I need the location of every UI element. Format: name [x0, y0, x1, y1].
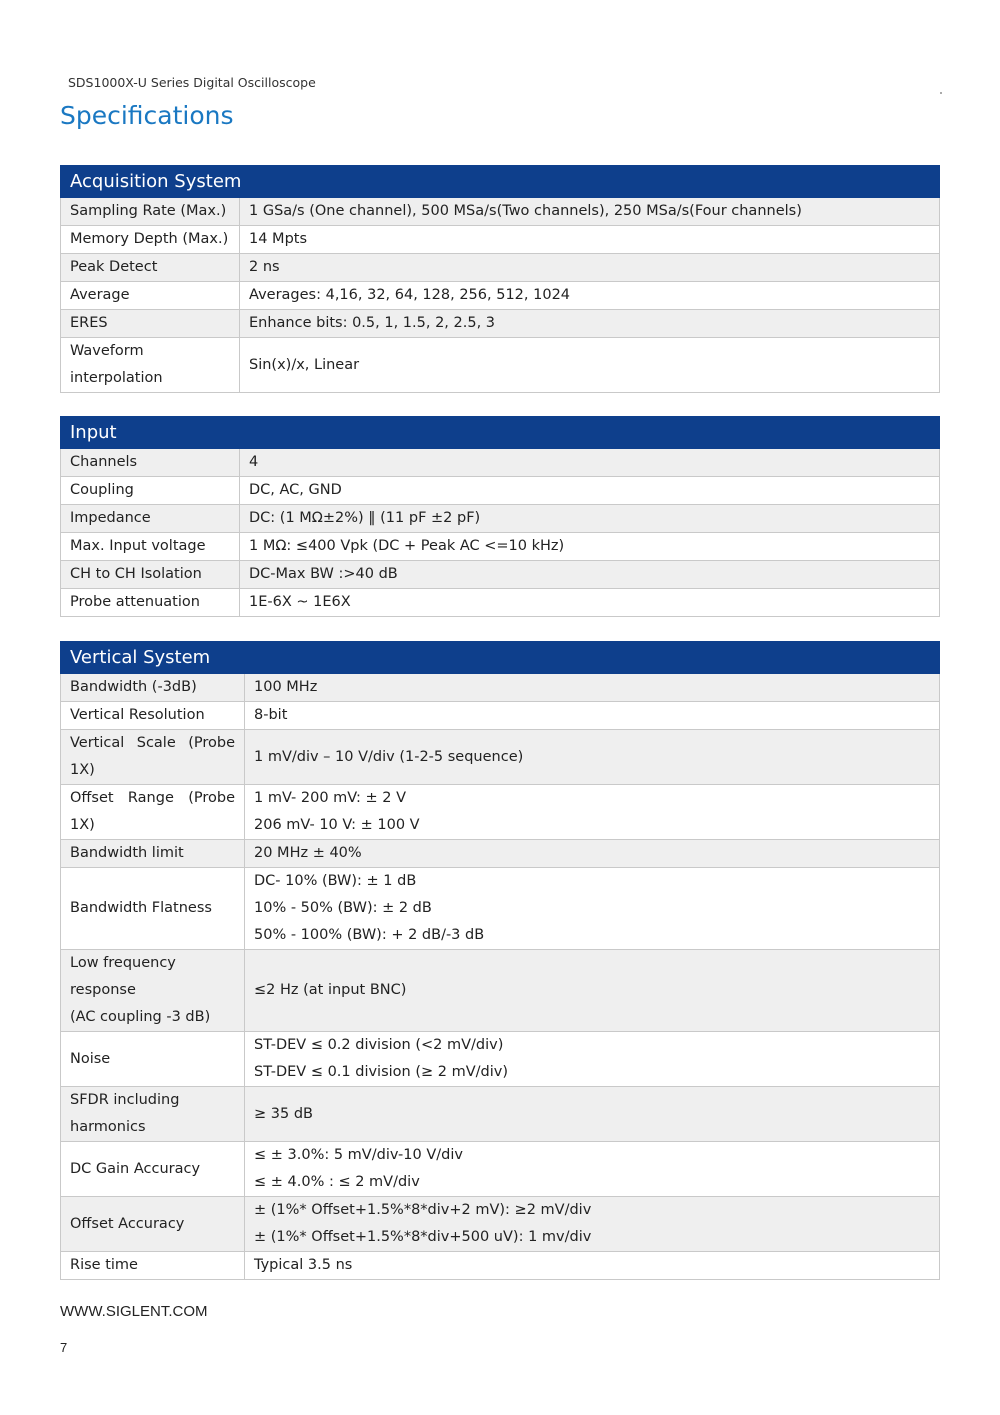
spec-label-line: CH to CH Isolation — [70, 566, 202, 582]
section-header: Input — [61, 417, 940, 449]
document-header: SDS1000X-U Series Digital Oscilloscope — [68, 75, 316, 90]
spec-row — [61, 338, 940, 393]
spec-value — [240, 505, 940, 533]
spec-label-line: DC Gain Accuracy — [70, 1160, 201, 1177]
spec-label — [61, 868, 245, 950]
spec-value-line: ST-DEV ≤ 0.1 division (≥ 2 mV/div) — [254, 1064, 508, 1080]
spec-label-line: Vertical Resolution — [70, 707, 205, 723]
spec-label — [61, 840, 245, 868]
spec-label-line: Memory Depth (Max.) — [70, 231, 229, 247]
spec-value-line: 1 MΩ: ≤400 Vpk (DC + Peak AC <=10 kHz) — [249, 538, 565, 554]
spec-label-line: Bandwidth Flatness — [70, 900, 212, 916]
spec-row — [61, 561, 940, 589]
spec-value-line: 1E-6X ~ 1E6X — [249, 594, 351, 610]
spec-table — [60, 416, 940, 617]
spec-label-line: Average — [70, 287, 130, 303]
spec-row — [61, 1252, 940, 1280]
spec-value — [240, 338, 940, 393]
spec-value — [240, 561, 940, 589]
acquisition-system-section — [60, 165, 940, 393]
spec-label-line: Coupling — [70, 482, 134, 498]
spec-row — [61, 702, 940, 730]
spec-value — [240, 589, 940, 617]
spec-row — [61, 1197, 940, 1252]
spec-label — [61, 477, 240, 505]
spec-row — [61, 868, 940, 950]
spec-value — [245, 1142, 940, 1197]
spec-row — [61, 198, 940, 226]
spec-value-line: 20 MHz ± 40% — [254, 845, 362, 861]
spec-label-line: SFDR including — [70, 1092, 180, 1108]
spec-value — [240, 533, 940, 561]
spec-value-line: 50% - 100% (BW): + 2 dB/-3 dB — [254, 927, 485, 943]
spec-row — [61, 1142, 940, 1197]
spec-value-line: 1 mV/div – 10 V/div (1-2-5 sequence) — [254, 748, 524, 765]
spec-label — [61, 730, 245, 785]
spec-label — [61, 589, 240, 617]
footer-website: WWW.SIGLENT.COM — [60, 1303, 208, 1320]
spec-value — [245, 1252, 940, 1280]
spec-value — [245, 730, 940, 785]
spec-label — [61, 785, 245, 840]
spec-value — [245, 868, 940, 950]
spec-row — [61, 254, 940, 282]
spec-value-line: 100 MHz — [254, 679, 318, 695]
spec-row — [61, 674, 940, 702]
spec-label — [61, 1197, 245, 1252]
spec-label — [61, 561, 240, 589]
spec-label-line: Max. Input voltage — [70, 538, 206, 554]
spec-label — [61, 282, 240, 310]
spec-value-line: 14 Mpts — [249, 231, 308, 247]
spec-label-line: harmonics — [70, 1119, 146, 1135]
spec-label-line: Channels — [70, 454, 138, 470]
spec-label-line: (AC coupling -3 dB) — [70, 1009, 211, 1025]
spec-value-line: DC: (1 MΩ±2%) ‖ (11 pF ±2 pF) — [249, 510, 481, 526]
spec-value — [240, 254, 940, 282]
spec-label-line: Rise time — [70, 1257, 138, 1273]
spec-label — [61, 1087, 245, 1142]
spec-label-line: Offset Accuracy — [70, 1215, 185, 1232]
spec-value-line: ± (1%* Offset+1.5%*8*div+2 mV): ≥2 mV/div — [254, 1202, 592, 1218]
spec-value-line: 4 — [249, 454, 259, 470]
vertical-system-section — [60, 641, 940, 1280]
spec-value — [245, 1032, 940, 1087]
spec-value-line: Typical 3.5 ns — [254, 1257, 353, 1273]
spec-value-line: 8-bit — [254, 707, 288, 723]
spec-label — [61, 674, 245, 702]
spec-label-line: Peak Detect — [70, 259, 158, 275]
spec-row — [61, 449, 940, 477]
spec-label-line: Noise — [70, 1050, 111, 1067]
spec-label — [61, 254, 240, 282]
spec-label-line: Probe attenuation — [70, 594, 200, 610]
spec-row — [61, 589, 940, 617]
spec-table — [60, 165, 940, 393]
spec-label — [61, 310, 240, 338]
spec-value — [240, 449, 940, 477]
spec-label — [61, 533, 240, 561]
decorative-dot — [940, 92, 942, 94]
spec-value — [245, 1197, 940, 1252]
spec-label-line: Low frequency — [70, 955, 176, 971]
section-header: Vertical System — [61, 642, 940, 674]
section-header: Acquisition System — [61, 166, 940, 198]
spec-value — [240, 226, 940, 254]
spec-label — [61, 449, 240, 477]
page-title: Specifications — [60, 101, 234, 130]
spec-label — [61, 702, 245, 730]
spec-label-line: Waveform — [70, 343, 144, 359]
spec-label — [61, 1032, 245, 1087]
spec-value — [240, 198, 940, 226]
spec-value — [245, 785, 940, 840]
spec-row — [61, 950, 940, 1032]
spec-value-line: 2 ns — [249, 259, 280, 275]
spec-value — [245, 950, 940, 1032]
page-number: 7 — [60, 1340, 68, 1355]
spec-label-line: Bandwidth (-3dB) — [70, 679, 197, 695]
spec-row — [61, 785, 940, 840]
spec-value — [245, 702, 940, 730]
spec-label-line: response — [70, 982, 136, 998]
spec-value-line: 1 mV- 200 mV: ± 2 V — [254, 790, 407, 806]
spec-row — [61, 226, 940, 254]
spec-value-line: 206 mV- 10 V: ± 100 V — [254, 817, 420, 833]
spec-label-line: ERES — [70, 315, 108, 331]
spec-value-line: ≤ ± 4.0% : ≤ 2 mV/div — [254, 1174, 420, 1190]
spec-row — [61, 310, 940, 338]
spec-value-line: DC- 10% (BW): ± 1 dB — [254, 873, 417, 889]
input-section — [60, 416, 940, 617]
spec-row — [61, 282, 940, 310]
spec-row — [61, 505, 940, 533]
spec-label-line: Sampling Rate (Max.) — [70, 203, 227, 219]
spec-label — [61, 1252, 245, 1280]
spec-value-line: ≤2 Hz (at input BNC) — [254, 982, 407, 998]
spec-value-line: Enhance bits: 0.5, 1, 1.5, 2, 2.5, 3 — [249, 315, 496, 331]
spec-value — [245, 674, 940, 702]
spec-value — [240, 477, 940, 505]
spec-value-line: ST-DEV ≤ 0.2 division (<2 mV/div) — [254, 1037, 504, 1053]
spec-label — [61, 950, 245, 1032]
spec-row — [61, 533, 940, 561]
spec-label-line: Offset Range (Probe 1X) — [70, 790, 235, 833]
spec-label-line: Impedance — [70, 510, 151, 526]
spec-value — [240, 310, 940, 338]
spec-value-line: 10% - 50% (BW): ± 2 dB — [254, 900, 432, 916]
spec-row — [61, 1087, 940, 1142]
spec-value — [245, 1087, 940, 1142]
spec-label — [61, 1142, 245, 1197]
spec-value — [245, 840, 940, 868]
spec-label — [61, 338, 240, 393]
spec-label — [61, 226, 240, 254]
spec-value — [240, 282, 940, 310]
spec-row — [61, 1032, 940, 1087]
spec-label-line: Bandwidth limit — [70, 845, 184, 861]
spec-value-line: Averages: 4,16, 32, 64, 128, 256, 512, 1024 — [249, 287, 571, 303]
spec-value-line: DC-Max BW :>40 dB — [249, 566, 398, 582]
spec-row — [61, 730, 940, 785]
spec-value-line: DC, AC, GND — [249, 482, 342, 498]
spec-row — [61, 840, 940, 868]
spec-label-line: interpolation — [70, 370, 163, 386]
spec-value-line: 1 GSa/s (One channel), 500 MSa/s(Two channels), 250 MSa/s(Four channels) — [249, 203, 802, 219]
spec-table — [60, 641, 940, 1280]
spec-label-line: Vertical Scale (Probe 1X) — [70, 735, 235, 778]
spec-value-line: ≤ ± 3.0%: 5 mV/div-10 V/div — [254, 1147, 463, 1163]
spec-value-line: ≥ 35 dB — [254, 1105, 313, 1122]
spec-label — [61, 505, 240, 533]
spec-row — [61, 477, 940, 505]
spec-value-line: ± (1%* Offset+1.5%*8*div+500 uV): 1 mv/div — [254, 1229, 592, 1245]
spec-label — [61, 198, 240, 226]
spec-value-line: Sin(x)/x, Linear — [249, 356, 360, 373]
